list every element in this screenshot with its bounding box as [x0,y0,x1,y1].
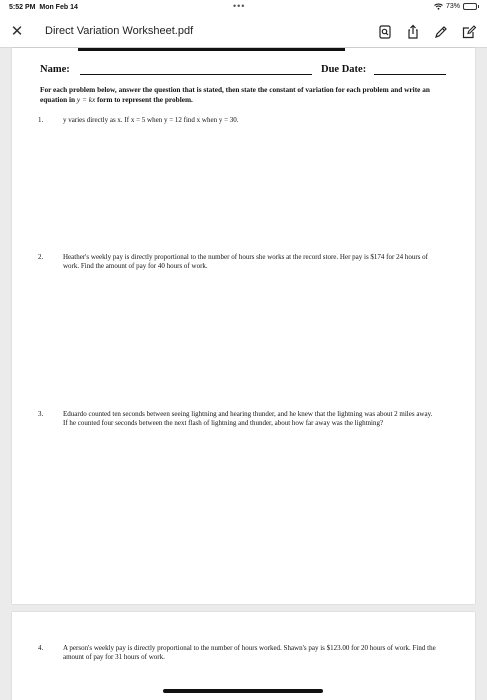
time-text: 5:52 PM [9,4,36,11]
search-document-icon[interactable] [377,24,393,40]
due-date-blank-line [374,74,446,75]
status-indicators [434,3,477,10]
multitasking-dots[interactable]: ••• [233,1,246,11]
question-text: y varies directly as x. If x = 5 when y = 12 find x when y = 30. [63,116,239,124]
status-bar [0,0,487,16]
page-top-rule [78,48,345,51]
wifi-icon [434,3,443,10]
battery-icon [463,3,477,10]
instructions-text: For each problem below, answer the question that is stated, then state the constant of variation for each problem and write an equation in [40,85,430,104]
pdf-page-2[interactable] [12,612,475,700]
question-number: 1. [38,116,44,124]
edit-icon[interactable] [461,24,477,40]
nav-bar [0,16,487,48]
question-number: 3. [38,410,44,418]
date-text: Mon Feb 14 [39,4,78,11]
question-text: A person's weekly pay is directly proportional to the number of hours worked. Shawn's pay is $123.00 for 20 hours of work. Find the amount of pay for 31 hours of work. [63,644,436,662]
document-title: Direct Variation Worksheet.pdf [45,25,194,37]
instructions-text-end: form to represent the problem. [95,94,193,104]
question-number: 2. [38,253,44,261]
share-icon[interactable] [405,24,421,40]
question-text: Eduardo counted ten seconds between seeing lightning and hearing thunder, and he knew that the lightning was about 2 miles away. If he counted four seconds between the next flash of lightning and thunder, about how far away was the lightning? [63,410,433,428]
due-date-label: Due Date: [321,64,367,75]
instructions [40,85,448,104]
name-label: Name: [40,64,70,75]
home-indicator[interactable] [163,689,323,693]
close-icon[interactable]: ✕ [10,23,24,40]
question-text: Heather's weekly pay is directly proportional to the number of hours she works at the record store. Her pay is $174 for 24 hours of work. Find the amount of pay for 40 hours of work. [63,253,428,271]
question-number: 4. [38,644,44,652]
pdf-page-1[interactable] [12,48,475,604]
instructions-equation: y = kx [76,94,96,104]
battery-percent: 73% [445,3,460,10]
name-due-row [40,64,446,78]
toolbar [377,24,477,40]
name-blank-line [80,74,312,75]
markup-pen-icon[interactable] [433,24,449,40]
status-time [9,4,78,11]
